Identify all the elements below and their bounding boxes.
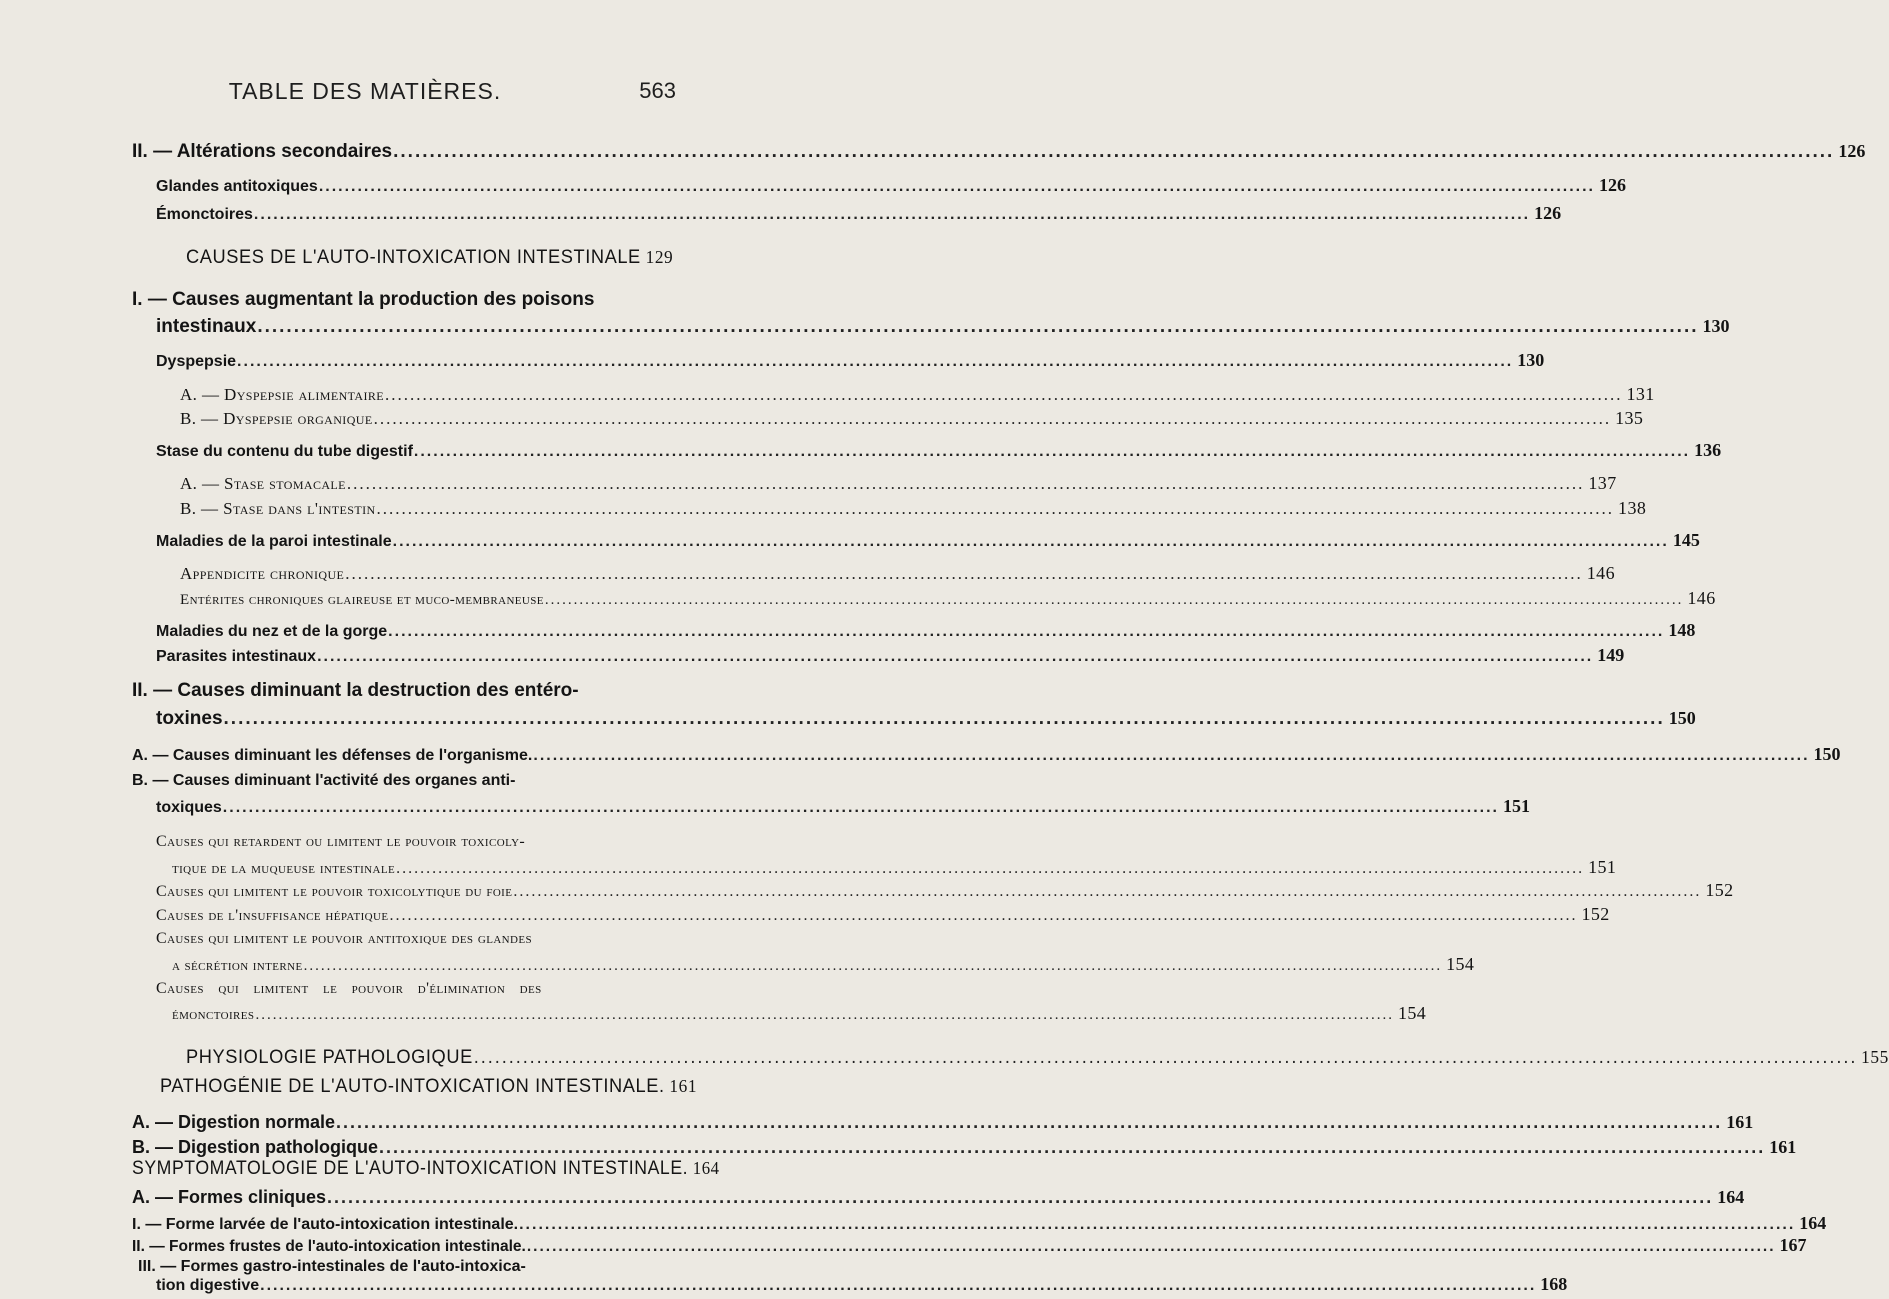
toc-entry-label: CAUSES DE L'AUTO-INTOXICATION INTESTINALE — [186, 247, 641, 268]
toc-entry-label: a sécrétion interne — [172, 958, 303, 974]
toc-entry-page: 151 — [1588, 857, 1617, 877]
leader-dots — [393, 139, 1834, 165]
leader-dots — [393, 529, 1669, 555]
toc-entry-page: 154 — [1397, 1003, 1427, 1023]
toc-entry-label: B. — Dyspepsie organique — [180, 409, 373, 428]
leader-dots — [347, 471, 1585, 497]
leader-dots — [257, 314, 1698, 340]
toc-entry — [180, 470, 1617, 496]
toc-entry — [156, 901, 1610, 927]
toc-entry — [156, 617, 1696, 643]
toc-entry-page: 126 — [1534, 203, 1562, 223]
toc-entry — [156, 793, 1530, 819]
leader-dots — [474, 1045, 1858, 1071]
toc-entry — [132, 1109, 1754, 1135]
leader-dots — [414, 439, 1690, 465]
running-title: TABLE DES MATIÈRES. — [228, 78, 502, 104]
section-heading — [186, 1044, 1889, 1070]
page-number: 563 — [639, 78, 676, 103]
toc-entry-label: Émonctoires — [156, 206, 253, 223]
leader-dots — [224, 706, 1665, 732]
toc-entry-page: 129 — [645, 247, 674, 267]
toc-entry-page: 152 — [1581, 904, 1610, 924]
toc-entry-label: Glandes antitoxiques — [156, 178, 318, 195]
section-heading — [186, 244, 674, 270]
toc-entry-page: 161 — [1726, 1112, 1754, 1132]
toc-entry-label: Stase du contenu du tube digestif — [156, 443, 413, 460]
leader-dots — [254, 202, 1530, 228]
toc-entry-label: A. — Dyspepsie alimentaire — [180, 385, 384, 404]
leader-dots — [527, 1234, 1776, 1260]
section-heading — [160, 1073, 698, 1099]
toc-entry-line: Causes qui retardent ou limitent le pouvoir toxicoly- — [156, 833, 526, 850]
toc-entry-label: Entérites chroniques glaireuse et muco-membraneuse — [180, 592, 544, 608]
leader-dots — [374, 406, 1612, 432]
toc-entry-page: 164 — [1717, 1187, 1745, 1207]
toc-entry-label: tique de la muqueuse intestinale — [172, 860, 396, 877]
toc-entry-label: intestinaux — [156, 316, 257, 337]
leader-dots — [319, 174, 1595, 200]
toc-entry — [132, 138, 1866, 164]
toc-entry-page: 154 — [1446, 954, 1475, 974]
toc-entry-page: 145 — [1672, 530, 1700, 550]
toc-entry-line: III. — Formes gastro-intestinales de l'auto-intoxica- — [138, 1258, 526, 1275]
toc-entry-line: Causes qui limitent le pouvoir antitoxique des glandes — [156, 930, 532, 947]
toc-entry — [172, 1000, 1427, 1026]
toc-entry — [132, 741, 1841, 767]
toc-entry-label: Maladies du nez et de la gorge — [156, 623, 388, 640]
toc-entry-page: 167 — [1779, 1235, 1807, 1255]
leader-dots — [260, 1273, 1536, 1299]
toc-entry — [156, 437, 1722, 463]
toc-entry — [156, 347, 1545, 373]
toc-entry-page: 126 — [1598, 175, 1626, 195]
toc-entry-label: tion digestive — [156, 1277, 260, 1294]
leader-dots — [255, 1002, 1394, 1028]
toc-entry-page: 149 — [1597, 645, 1625, 665]
toc-entry — [156, 527, 1700, 553]
toc-entry-label: Causes qui limitent le pouvoir toxicolytique du foie — [156, 883, 513, 900]
toc-entry — [156, 172, 1626, 198]
toc-entry — [156, 705, 1696, 731]
toc-entry-page: 136 — [1694, 440, 1722, 460]
leader-dots — [513, 879, 1701, 905]
toc-entry-label: II. — Altérations secondaires — [132, 141, 393, 162]
section-heading — [132, 1155, 720, 1181]
toc-entry — [156, 313, 1730, 339]
toc-entry-label: Causes de l'insuffisance hépatique — [156, 907, 389, 924]
toc-entry-page: 151 — [1502, 796, 1530, 816]
toc-entry-page: 146 — [1687, 588, 1716, 608]
toc-entry-page: 130 — [1702, 316, 1730, 336]
toc-entry — [156, 200, 1562, 226]
toc-entry — [156, 642, 1625, 668]
toc-entry-label: toxiques — [156, 799, 222, 816]
leader-dots — [327, 1184, 1713, 1210]
toc-entry-line: B. — Causes diminuant l'activité des organes anti- — [132, 772, 516, 789]
toc-entry — [180, 405, 1644, 431]
toc-entry — [180, 585, 1716, 611]
toc-entry-label: A. — Formes cliniques — [132, 1187, 327, 1207]
toc-entry-label: toxines — [156, 708, 223, 729]
toc-entry — [156, 877, 1734, 903]
toc-entry-page: 126 — [1838, 141, 1866, 161]
page-header — [0, 78, 800, 108]
toc-entry-page: 146 — [1586, 563, 1615, 583]
toc-entry-page: 155 — [1861, 1047, 1889, 1067]
toc-entry-page: 148 — [1668, 620, 1696, 640]
leader-dots — [377, 496, 1615, 522]
toc-entry-label: I. — Forme larvée de l'auto-intoxication intestinale. — [132, 1216, 519, 1233]
leader-dots — [317, 644, 1593, 670]
toc-entry-label: A. — Digestion normale — [132, 1112, 336, 1132]
leader-dots — [533, 743, 1809, 769]
toc-entry-line: Causes qui limitent le pouvoir d'élimination des — [156, 980, 542, 997]
toc-entry-page: 161 — [1769, 1137, 1797, 1157]
toc-entry-page: 137 — [1588, 473, 1617, 493]
toc-entry-label: émonctoires — [172, 1007, 255, 1023]
leader-dots — [237, 349, 1513, 375]
toc-entry-line: I. — Causes augmentant la production des poisons — [132, 289, 595, 310]
toc-entry-page: 164 — [1799, 1213, 1827, 1233]
toc-entry-page: 168 — [1540, 1274, 1568, 1294]
toc-entry-label: A. — Causes diminuant les défenses de l'organisme. — [132, 747, 533, 764]
toc-entry-page: 152 — [1705, 880, 1734, 900]
leader-dots — [223, 795, 1499, 821]
toc-entry — [180, 381, 1655, 407]
toc-entry-label: B. — Stase dans l'intestin — [180, 499, 376, 518]
leader-dots — [390, 903, 1578, 929]
toc-entry-label: PATHOGÉNIE DE L'AUTO-INTOXICATION INTESTINALE. — [160, 1076, 665, 1097]
toc-entry-label: Dyspepsie — [156, 353, 237, 370]
toc-entry-page: 150 — [1813, 744, 1841, 764]
toc-entry-page: 130 — [1517, 350, 1545, 370]
toc-entry-label: A. — Stase stomacale — [180, 474, 346, 493]
toc-entry-line: II. — Causes diminuant la destruction des entéro- — [132, 680, 579, 701]
toc-entry-label: Parasites intestinaux — [156, 648, 317, 665]
toc-entry-label: B. — Digestion pathologique — [132, 1137, 378, 1157]
leader-dots — [336, 1109, 1722, 1135]
toc-entry-page: 138 — [1618, 498, 1647, 518]
toc-entry-page: 164 — [692, 1158, 720, 1178]
toc-entry-label: Maladies de la paroi intestinale — [156, 533, 392, 550]
toc-entry — [156, 1271, 1568, 1297]
toc-entry-label: PHYSIOLOGIE PATHOLOGIQUE — [186, 1047, 473, 1068]
leader-dots — [545, 587, 1684, 613]
toc-entry-page: 161 — [669, 1076, 698, 1096]
toc-entry-label: Appendicite chronique — [180, 564, 345, 583]
toc-entry-page: 131 — [1626, 384, 1655, 404]
toc-entry-label: II. — Formes frustes de l'auto-intoxication intestinale. — [132, 1238, 526, 1255]
toc-entry — [132, 1184, 1745, 1210]
toc-entry — [172, 951, 1475, 977]
toc-entry — [180, 495, 1647, 521]
toc-entry-page: 135 — [1615, 408, 1644, 428]
toc-entry-label: SYMPTOMATOLOGIE DE L'AUTO-INTOXICATION INTESTINALE. — [132, 1158, 689, 1179]
toc-entry-page: 150 — [1668, 708, 1696, 728]
toc-entry — [180, 560, 1615, 586]
leader-dots — [345, 561, 1583, 587]
